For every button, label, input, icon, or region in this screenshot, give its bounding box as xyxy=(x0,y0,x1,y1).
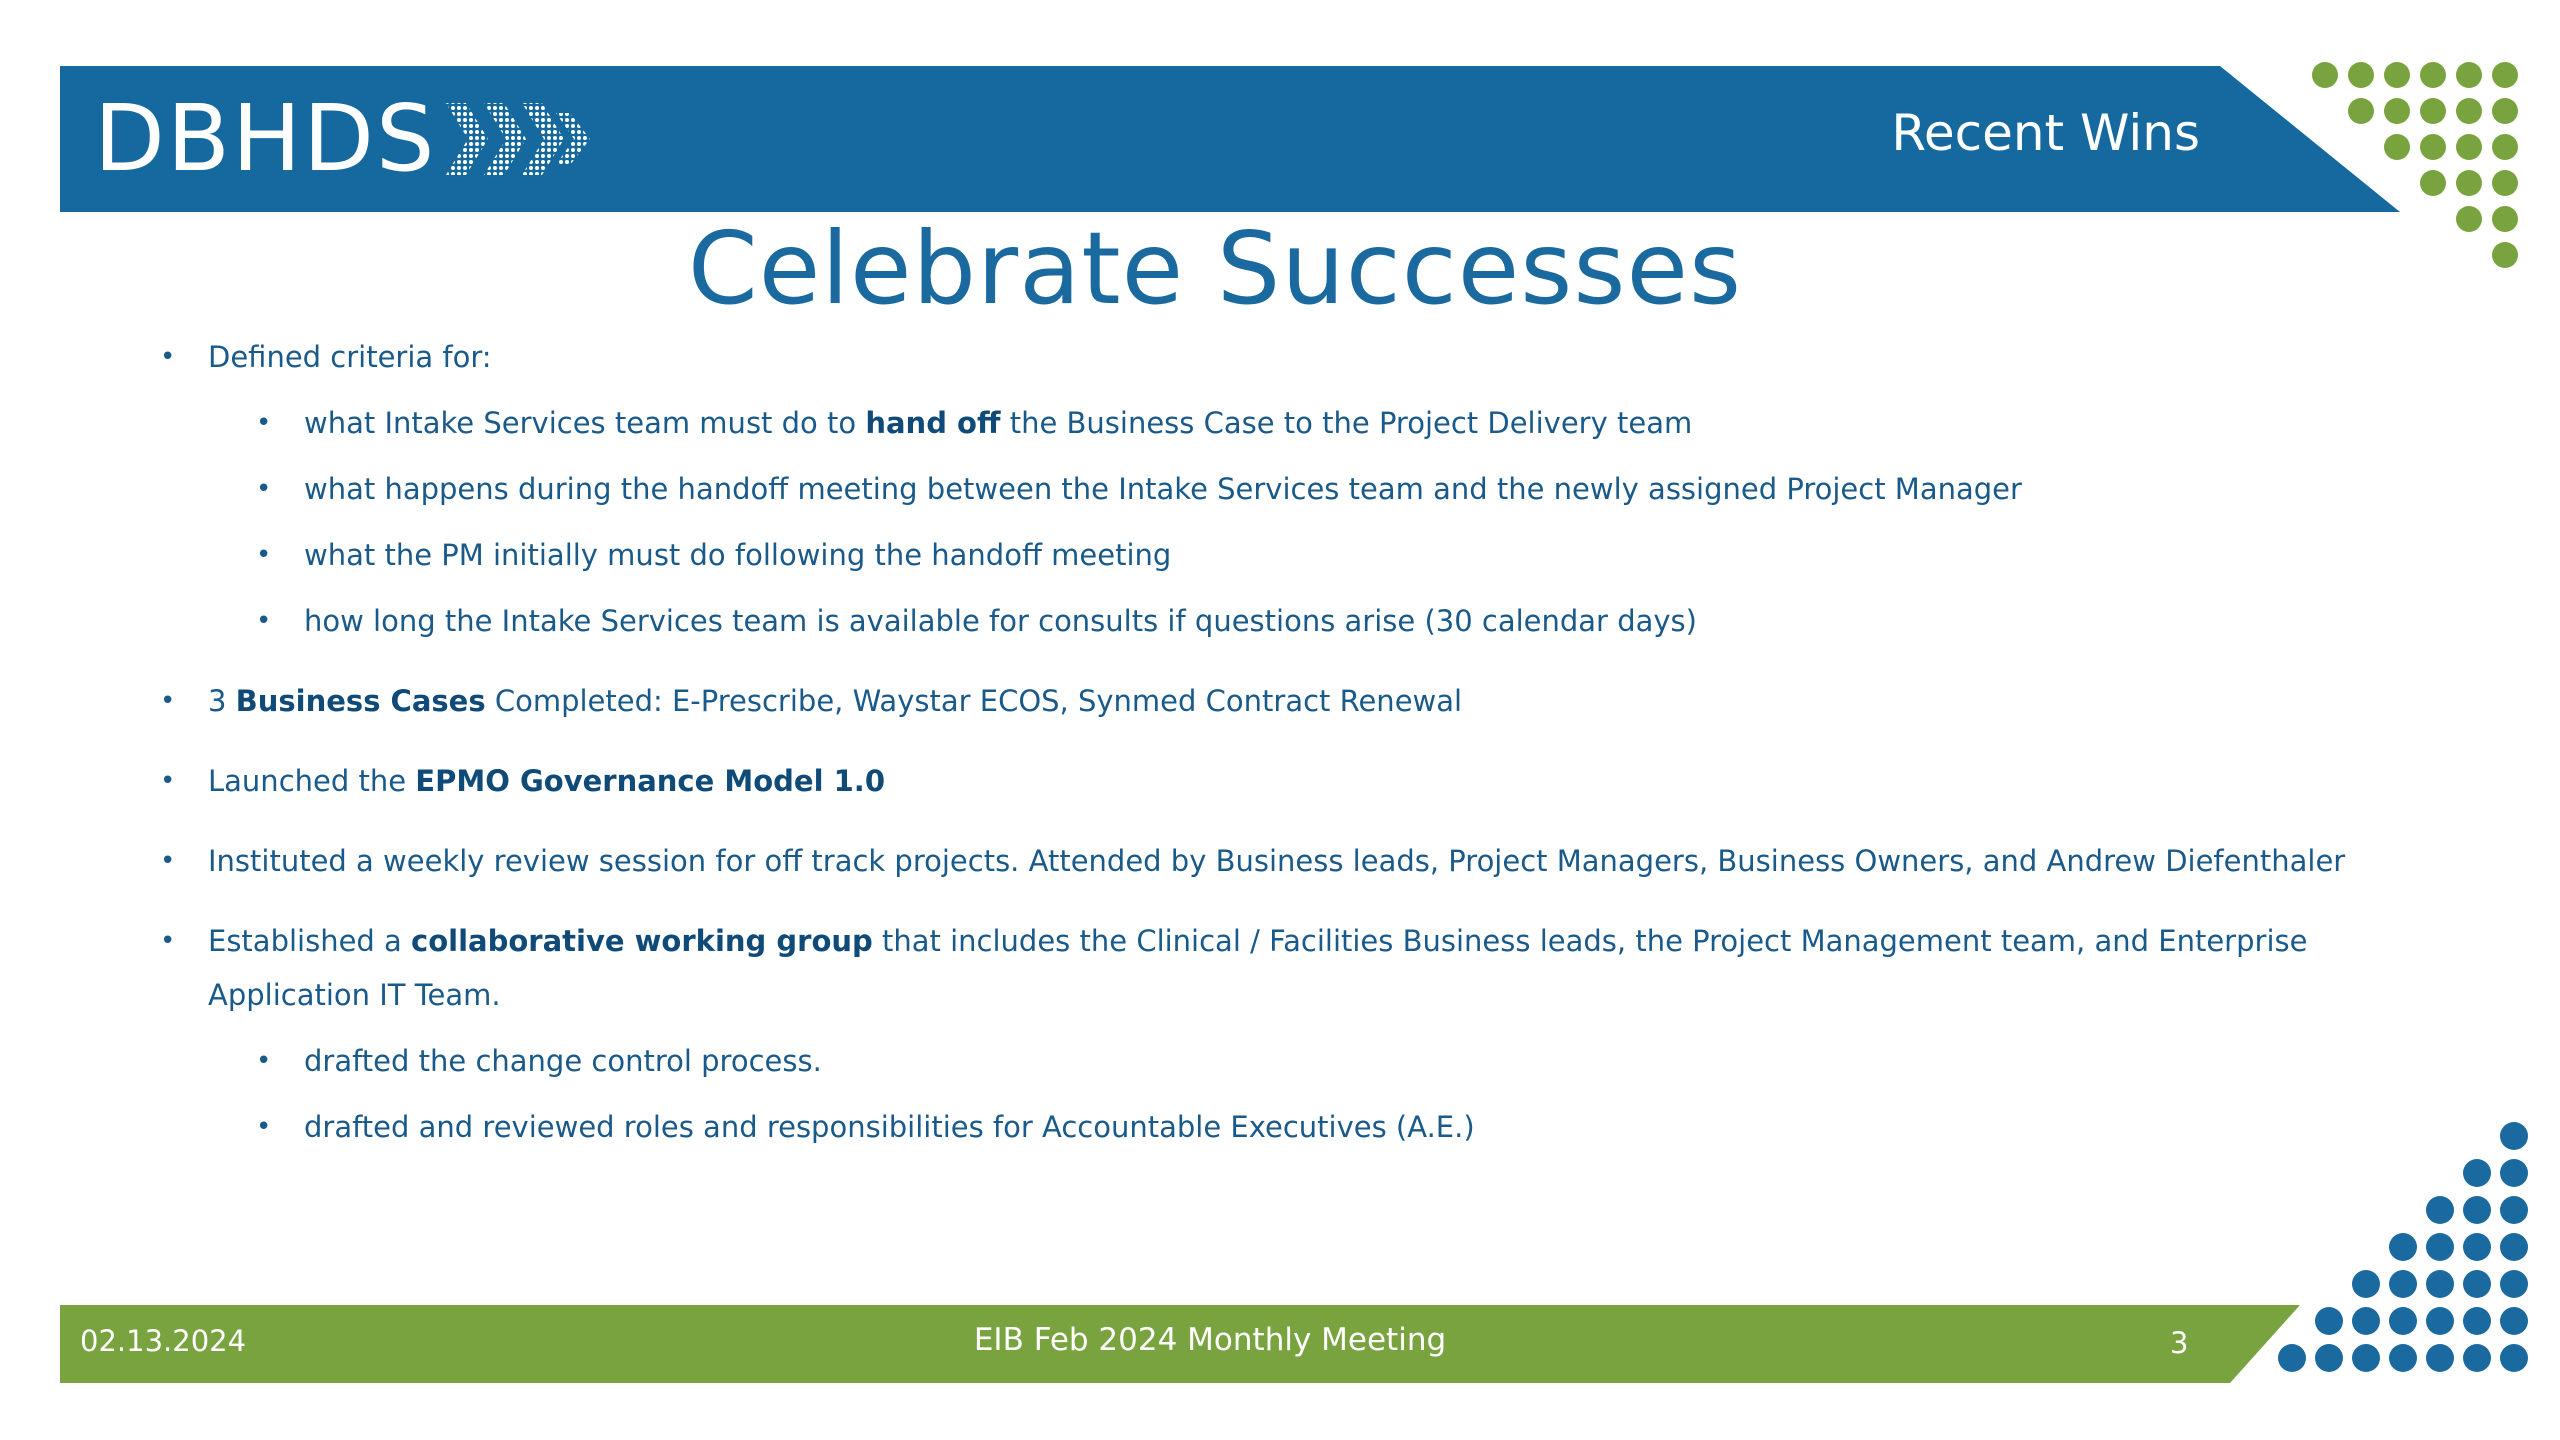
decor-dot xyxy=(2456,62,2482,88)
page-number: 3 xyxy=(2170,1326,2189,1360)
decor-dot xyxy=(2278,1344,2306,1372)
text-span: what the PM initially must do following the handoff meeting xyxy=(304,538,1172,572)
dbhds-logo xyxy=(94,84,594,194)
decor-dot xyxy=(2352,1344,2380,1372)
sub-bullet-item xyxy=(256,1034,2360,1088)
decor-dot xyxy=(2352,1307,2380,1335)
text-span: Launched the xyxy=(208,764,416,798)
decor-dot xyxy=(2500,1122,2528,1150)
decor-dot xyxy=(2420,62,2446,88)
decor-dot xyxy=(2456,206,2482,232)
decor-dot xyxy=(2348,98,2374,124)
decor-dot xyxy=(2384,62,2410,88)
decor-dot xyxy=(2384,98,2410,124)
text-span: Established a xyxy=(208,924,412,958)
decor-dot xyxy=(2456,170,2482,196)
decor-dot xyxy=(2389,1270,2417,1298)
decor-dot xyxy=(2463,1307,2491,1335)
bold-text: collaborative working group xyxy=(411,924,873,958)
decor-dot xyxy=(2426,1307,2454,1335)
text-span: how long the Intake Services team is available for consults if questions arise (30 calendar days) xyxy=(304,604,1697,638)
decor-dot xyxy=(2389,1344,2417,1372)
bold-text: EPMO Governance Model 1.0 xyxy=(415,764,886,798)
text-span: what Intake Services team must do to xyxy=(304,406,866,440)
decor-dot xyxy=(2492,170,2518,196)
text-span: what happens during the handoff meeting between the Intake Services team and the newly assigned Project Manager xyxy=(304,472,2022,506)
text-span: Defined criteria for: xyxy=(208,340,492,374)
decor-dot xyxy=(2384,134,2410,160)
sub-bullet-item xyxy=(256,528,2360,582)
text-span: the Business Case to the Project Delivery team xyxy=(1000,406,1693,440)
text-span: that includes the Clinical / Facilities Business leads, the Project Management team, and Enterprise Application IT Team. xyxy=(208,924,2308,1012)
decor-dot xyxy=(2500,1307,2528,1335)
bullet-item xyxy=(160,754,2360,808)
chevron-arrows-icon xyxy=(444,99,594,179)
decor-dot xyxy=(2426,1344,2454,1372)
bullet-item xyxy=(160,674,2360,728)
sub-bullet-item xyxy=(256,1100,2360,1154)
decor-dot xyxy=(2500,1159,2528,1187)
decor-dot xyxy=(2426,1270,2454,1298)
bullet-item xyxy=(160,330,2360,384)
text-span: Completed: E-Prescribe, Waystar ECOS, Synmed Contract Renewal xyxy=(485,684,1463,718)
text-span: drafted the change control process. xyxy=(304,1044,822,1078)
logo-text: DBHDS xyxy=(94,85,437,192)
decor-dot xyxy=(2348,62,2374,88)
bold-text: hand off xyxy=(865,406,1001,440)
bullet-list xyxy=(160,330,2360,1154)
decor-dot xyxy=(2389,1307,2417,1335)
bold-text: Business Cases xyxy=(235,684,486,718)
bullet-item xyxy=(160,834,2360,888)
footer-date: 02.13.2024 xyxy=(80,1324,247,1358)
decor-dot xyxy=(2426,1196,2454,1224)
decor-dot xyxy=(2426,1233,2454,1261)
footer-meeting-title: EIB Feb 2024 Monthly Meeting xyxy=(973,1322,1447,1358)
decor-dot xyxy=(2463,1233,2491,1261)
text-span: drafted and reviewed roles and responsibilities for Accountable Executives (A.E.) xyxy=(304,1110,1475,1144)
decor-dot xyxy=(2312,62,2338,88)
sub-bullet-item xyxy=(256,396,2360,450)
decorative-dots-top xyxy=(2280,60,2520,290)
decor-dot xyxy=(2389,1233,2417,1261)
decor-dot xyxy=(2463,1196,2491,1224)
decorative-dots-bottom xyxy=(2250,1120,2530,1390)
decor-dot xyxy=(2492,206,2518,232)
decor-dot xyxy=(2500,1233,2528,1261)
decor-dot xyxy=(2500,1344,2528,1372)
decor-dot xyxy=(2492,242,2518,268)
page-title: Celebrate Successes xyxy=(687,210,1743,327)
section-label: Recent Wins xyxy=(1891,104,2200,162)
decor-dot xyxy=(2463,1270,2491,1298)
text-span: Instituted a weekly review session for off track projects. Attended by Business leads, Project Managers, Business Owners, and Andrew Diefenthaler xyxy=(208,844,2346,878)
decor-dot xyxy=(2420,134,2446,160)
decor-dot xyxy=(2352,1270,2380,1298)
decor-dot xyxy=(2456,134,2482,160)
decor-dot xyxy=(2420,170,2446,196)
sub-bullet-item xyxy=(256,594,2360,648)
bullet-item xyxy=(160,914,2360,1022)
decor-dot xyxy=(2315,1307,2343,1335)
text-span: 3 xyxy=(208,684,236,718)
decor-dot xyxy=(2315,1344,2343,1372)
decor-dot xyxy=(2500,1196,2528,1224)
decor-dot xyxy=(2463,1159,2491,1187)
sub-bullet-item xyxy=(256,462,2360,516)
decor-dot xyxy=(2492,98,2518,124)
decor-dot xyxy=(2500,1270,2528,1298)
decor-dot xyxy=(2456,98,2482,124)
decor-dot xyxy=(2420,98,2446,124)
decor-dot xyxy=(2492,62,2518,88)
decor-dot xyxy=(2463,1344,2491,1372)
decor-dot xyxy=(2492,134,2518,160)
